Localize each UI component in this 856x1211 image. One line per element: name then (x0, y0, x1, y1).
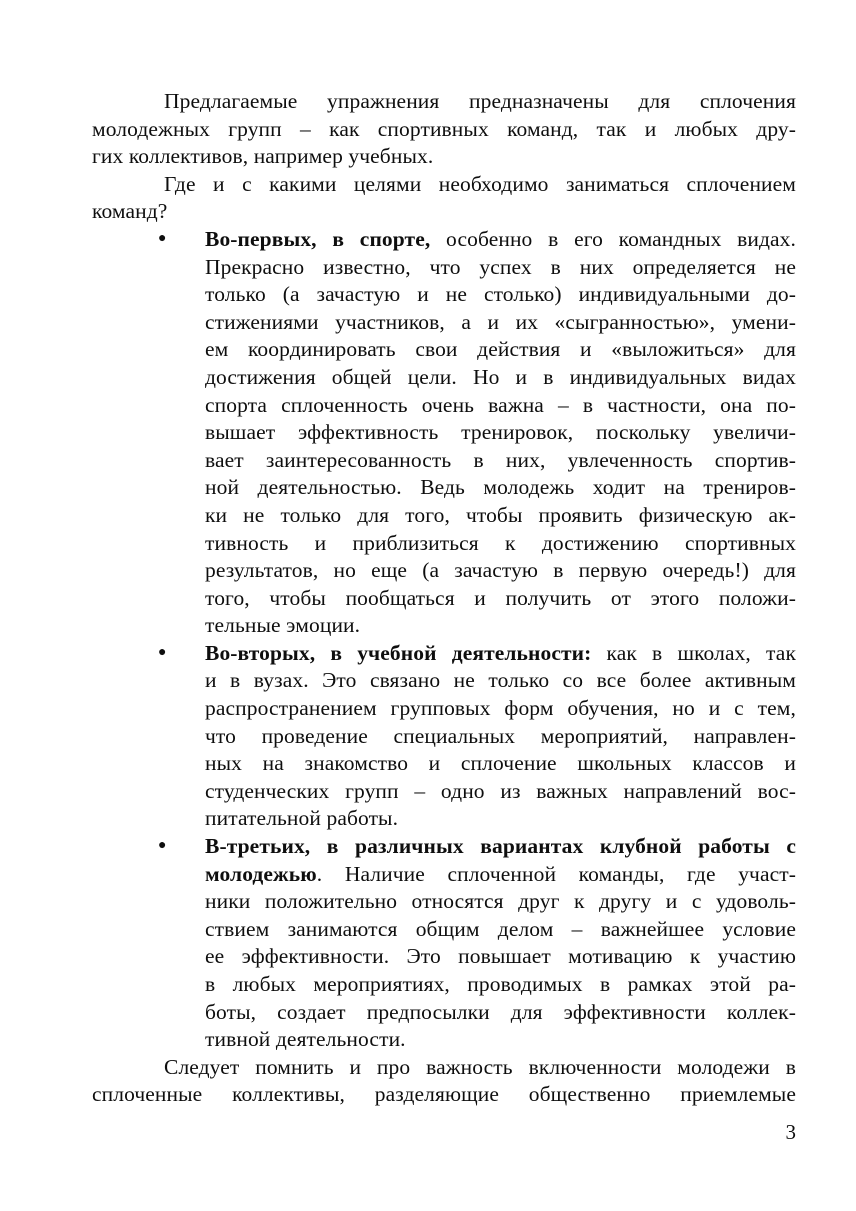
text-run: вышает эффективность тренировок, поскольку увеличи- (205, 420, 796, 445)
text-line (205, 309, 796, 337)
text-run: результатов, но еще (а зачастую в первую очередь!) для (205, 558, 796, 583)
text-line (205, 419, 796, 447)
bold-text-run: Во-вторых, в учебной деятельности: (205, 640, 592, 665)
text-run: студенческих групп – одно из важных направлений вос- (205, 778, 796, 803)
bullet-item (92, 640, 796, 833)
text-run: тельные эмоции. (205, 613, 361, 638)
text-run: вает заинтересованность в них, увлеченность спортив- (205, 447, 796, 472)
text-run: ее эффективности. Это повышает мотивацию к участию (205, 944, 796, 969)
bold-text-run: молодежью (205, 861, 317, 886)
text-run: ной деятельностью. Ведь молодежь ходит на трениров- (205, 475, 796, 500)
text-run: боты, создает предпосылки для эффективности коллек- (205, 999, 796, 1024)
text-line (205, 861, 796, 889)
text-line (205, 999, 796, 1027)
text-run: ники положительно относятся друг к другу и с удоволь- (205, 889, 796, 914)
text-line (205, 805, 796, 833)
bullet-item (92, 833, 796, 1054)
bold-text-run: В-третьих, в различных вариантах клубной работы с (205, 834, 796, 859)
text-run: тивность и приблизиться к достижению спортивных (205, 530, 796, 555)
paragraph (92, 88, 796, 171)
text-run: того, чтобы пообщаться и получить от этого положи- (205, 585, 796, 610)
text-line (205, 502, 796, 530)
bold-text-run: Во-первых, в спорте, (205, 226, 431, 251)
paragraph (92, 1054, 796, 1109)
text-line (205, 750, 796, 778)
text-run: Следует помнить и про важность включенности молодежи в (164, 1054, 796, 1079)
text-line (205, 778, 796, 806)
text-run: только (а зачастую и не столько) индивидуальными до- (205, 282, 796, 307)
text-line (205, 254, 796, 282)
text-line (205, 1026, 796, 1054)
text-run: спорта сплоченность очень важна – в частности, она по- (205, 392, 796, 417)
text-run: как в школах, так (591, 640, 796, 665)
bullet-icon: ● (158, 230, 167, 246)
text-run: . Наличие сплоченной команды, где участ- (316, 861, 796, 886)
text-run: Где и с какими целями необходимо заниматься сплочением (164, 171, 796, 196)
text-line (92, 116, 796, 144)
text-line (92, 1054, 796, 1082)
text-run: Предлагаемые упражнения предназначены для сплочения (164, 89, 796, 113)
text-run: команд? (92, 199, 168, 224)
text-line (205, 364, 796, 392)
page-text (92, 88, 796, 1109)
text-run: тивной деятельности. (205, 1027, 406, 1052)
text-run: особенно в его командных видах. (430, 226, 796, 251)
text-run: ных на знакомство и сплочение школьных классов и (205, 751, 796, 776)
text-run: достижения общей цели. Но и в индивидуальных видах (205, 364, 796, 389)
text-run: распространением групповых форм обучения, но и с тем, (205, 696, 796, 721)
text-line (205, 447, 796, 475)
text-line (205, 585, 796, 613)
text-line (92, 143, 796, 171)
text-line (205, 474, 796, 502)
text-line (205, 612, 796, 640)
text-line (205, 392, 796, 420)
text-run: гих коллективов, например учебных. (92, 144, 434, 169)
text-line (205, 943, 796, 971)
text-line (205, 667, 796, 695)
text-run: стижениями участников, а и их «сыгранностью», умени- (205, 309, 796, 334)
text-run: питательной работы. (205, 806, 399, 831)
page-number: 3 (785, 1120, 796, 1144)
text-line (205, 888, 796, 916)
text-run: ствием занимаются общим делом – важнейшее условие (205, 916, 796, 941)
text-run: что проведение специальных мероприятий, направлен- (205, 723, 796, 748)
text-run: молодежных групп – как спортивных команд, так и любых дру- (92, 116, 796, 141)
text-line (205, 695, 796, 723)
text-line (92, 198, 796, 226)
text-run: Прекрасно известно, что успех в них определяется не (205, 254, 796, 279)
text-line (205, 833, 796, 861)
text-line (92, 171, 796, 199)
text-line (205, 557, 796, 585)
paragraph (92, 171, 796, 226)
text-line (205, 281, 796, 309)
text-line (205, 916, 796, 944)
text-run: в любых мероприятиях, проводимых в рамках этой ра- (205, 972, 796, 996)
bullet-item (92, 226, 796, 640)
bullet-icon: ● (158, 644, 167, 660)
text-line (92, 88, 796, 116)
text-line (205, 226, 796, 254)
text-line (205, 336, 796, 364)
text-run: ем координировать свои действия и «выложиться» для (205, 337, 796, 362)
text-line (205, 723, 796, 751)
text-line (205, 530, 796, 558)
text-run: сплоченные коллективы, разделяющие общественно приемлемые (92, 1082, 796, 1107)
text-line (92, 1081, 796, 1109)
text-run: и в вузах. Это связано не только со все более активным (205, 668, 796, 693)
text-line (205, 640, 796, 668)
bullet-icon: ● (158, 838, 167, 854)
text-run: ки не только для того, чтобы проявить физическую ак- (205, 502, 796, 527)
text-line (205, 971, 796, 999)
